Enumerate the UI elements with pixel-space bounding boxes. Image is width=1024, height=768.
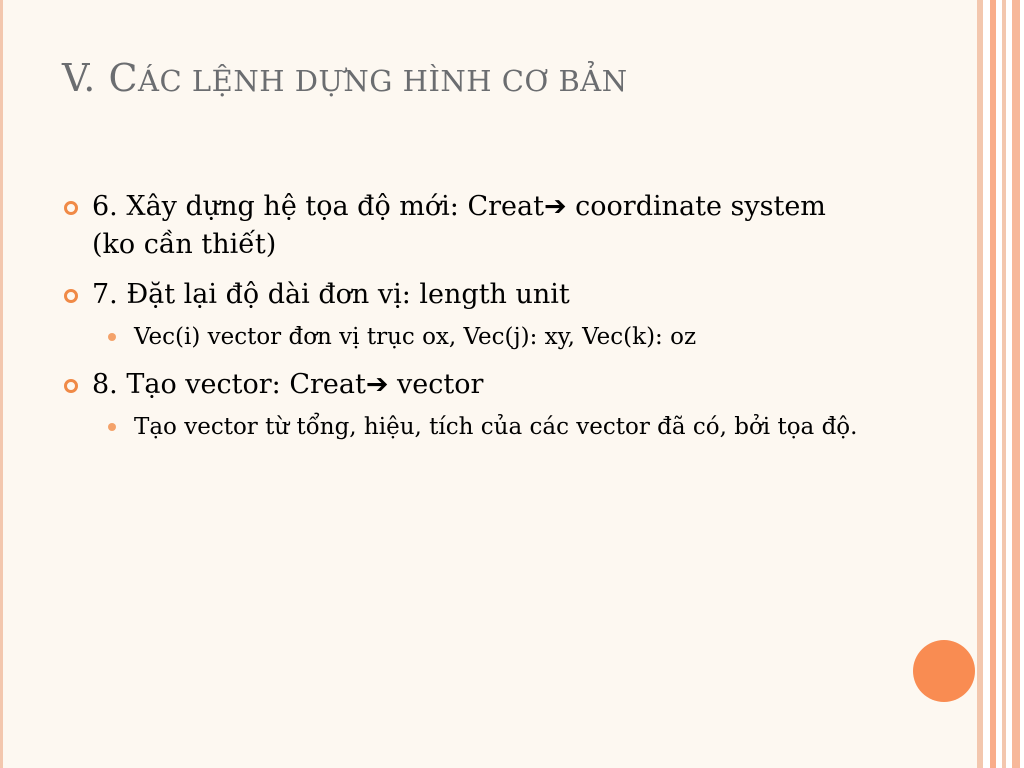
decorative-stripes [980,0,1024,768]
sub-bullet-item [62,410,862,444]
dot-bullet-icon [108,423,116,431]
ring-bullet-icon [64,201,78,215]
bullet-item-7 [62,276,862,314]
sub-item-text: Tạo vector từ tổng, hiệu, tích của các vector đã có, bởi tọa độ. [134,414,858,440]
slide-title [62,56,628,100]
accent-circle [913,640,975,702]
item-text: 7. Đặt lại độ dài đơn vị: length unit [92,279,570,310]
stripe [1002,0,1006,768]
title-first-cap: V. C [62,56,139,100]
sub-item-text: Vec(i) vector đơn vị trục ox, Vec(j): xy, Vec(k): oz [134,324,697,350]
stripe [990,0,996,768]
item-text-after: coordinate system (ko cần thiết) [92,191,826,260]
stripe [1012,0,1020,768]
item-text-after: vector [388,369,484,400]
dot-bullet-icon [108,333,116,341]
bullet-item-6 [62,188,862,264]
sub-bullet-item [62,320,862,354]
ring-bullet-icon [64,379,78,393]
arrow-icon: ➔ [365,369,389,400]
stripe [980,0,983,768]
item-text: 6. Xây dựng hệ tọa độ mới: Creat [92,191,544,222]
bullet-item-8 [62,366,862,404]
title-small-caps: ÁC LỆNH DỰNG HÌNH CƠ BẢN [138,64,628,98]
arrow-icon: ➔ [543,191,567,222]
item-text: 8. Tạo vector: Creat [92,369,366,400]
bullet-list [62,188,862,456]
ring-bullet-icon [64,289,78,303]
